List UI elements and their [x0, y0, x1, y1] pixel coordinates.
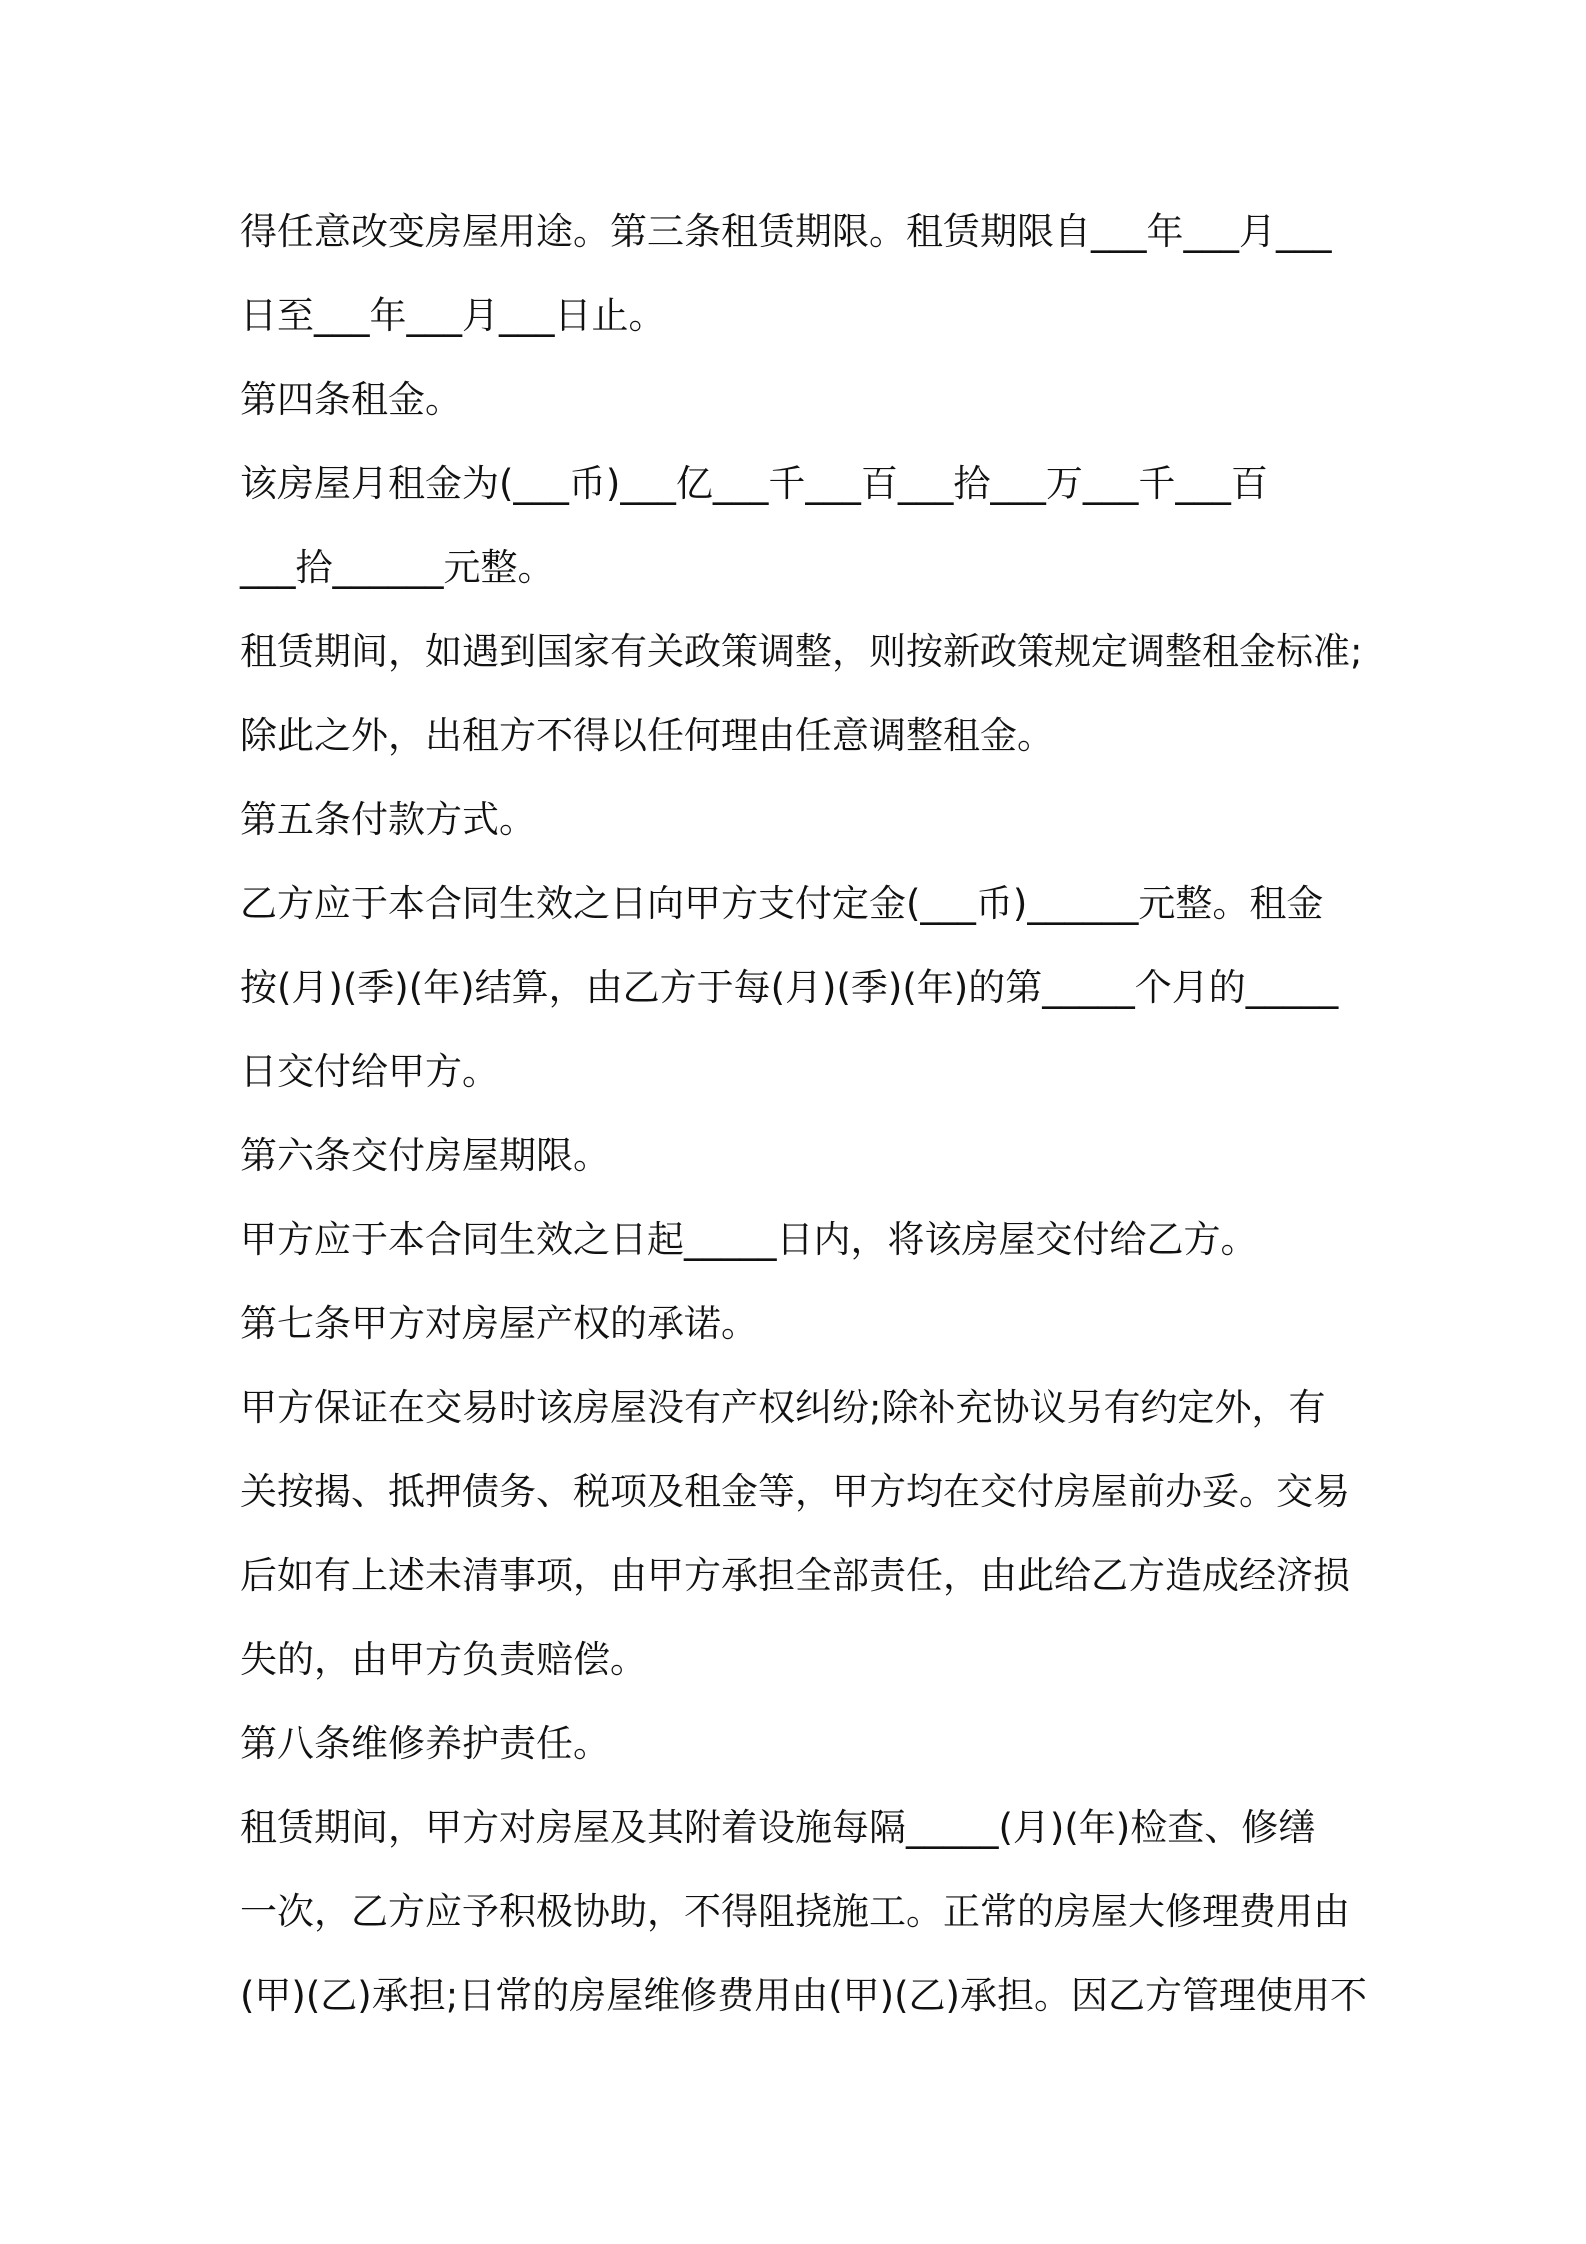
text-line: 租赁期间，如遇到国家有关政策调整，则按新政策规定调整租金标准; [240, 630, 1363, 673]
document-body [240, 190, 1367, 2038]
section-heading: 第四条租金。 [240, 378, 462, 421]
section-heading: 第七条甲方对房屋产权的承诺。 [240, 1302, 758, 1345]
text-line: 得任意改变房屋用途。第三条租赁期限。租赁期限自___年___月___ [240, 210, 1332, 253]
text-line: ___拾______元整。 [240, 546, 555, 589]
text-line: 关按揭、抵押债务、税项及租金等，甲方均在交付房屋前办妥。交易 [240, 1470, 1350, 1513]
text-line: 租赁期间，甲方对房屋及其附着设施每隔_____(月)(年)检查、修缮 [240, 1806, 1316, 1849]
text-line: 甲方应于本合同生效之日起_____日内，将该房屋交付给乙方。 [240, 1218, 1258, 1261]
text-line: 日至___年___月___日止。 [240, 294, 666, 337]
text-line: 按(月)(季)(年)结算，由乙方于每(月)(季)(年)的第_____个月的_____ [240, 966, 1339, 1009]
text-line: 该房屋月租金为(___币)___亿___千___百___拾___万___千___百 [240, 462, 1268, 505]
text-line: 后如有上述未清事项，由甲方承担全部责任，由此给乙方造成经济损 [240, 1554, 1350, 1597]
text-line: (甲)(乙)承担;日常的房屋维修费用由(甲)(乙)承担。因乙方管理使用不 [240, 1974, 1367, 2017]
text-line: 一次，乙方应予积极协助，不得阻挠施工。正常的房屋大修理费用由 [240, 1890, 1350, 1933]
text-line: 日交付给甲方。 [240, 1050, 499, 1093]
text-line: 除此之外，出租方不得以任何理由任意调整租金。 [240, 714, 1054, 757]
text-line: 乙方应于本合同生效之日向甲方支付定金(___币)______元整。租金 [240, 882, 1324, 925]
section-heading: 第五条付款方式。 [240, 798, 536, 841]
text-line: 失的，由甲方负责赔偿。 [240, 1638, 647, 1681]
text-line: 甲方保证在交易时该房屋没有产权纠纷;除补充协议另有约定外，有 [240, 1386, 1326, 1429]
section-heading: 第六条交付房屋期限。 [240, 1134, 610, 1177]
section-heading: 第八条维修养护责任。 [240, 1722, 610, 1765]
